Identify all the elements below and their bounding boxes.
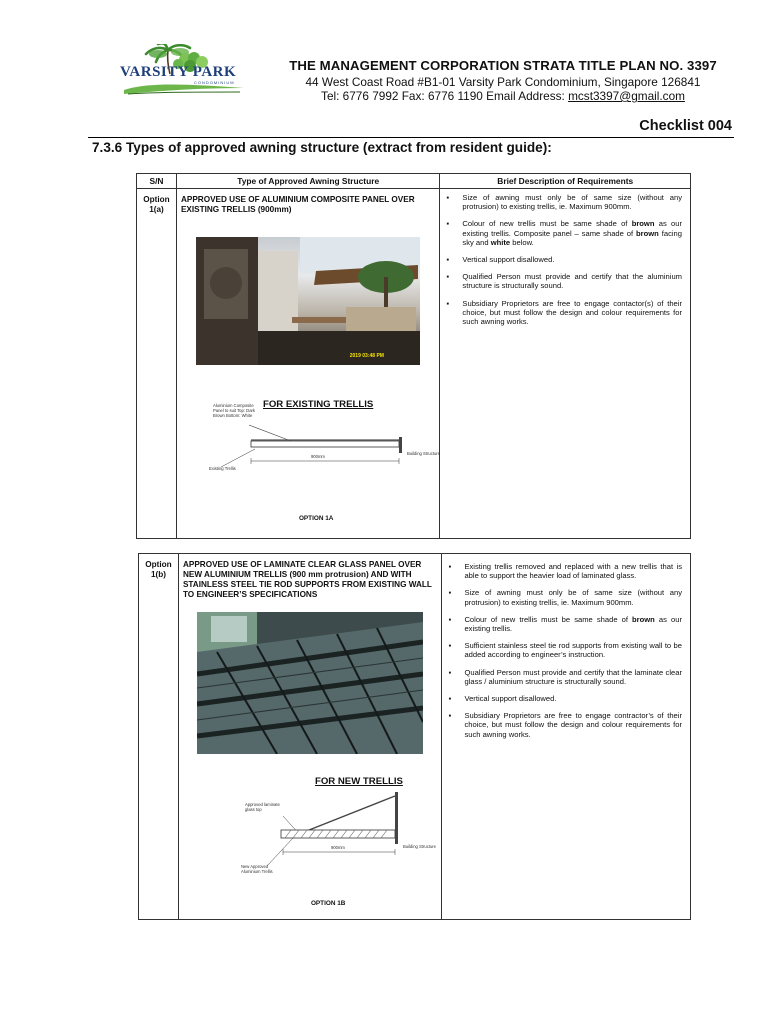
header-divider: [88, 137, 734, 138]
requirement-emphasis: brown: [632, 614, 655, 624]
header-sn: S/N: [137, 174, 177, 189]
requirement-emphasis: brown: [636, 228, 659, 238]
diagram-label-glass: Approved laminate glass top: [244, 802, 280, 812]
trellis-drawing: [195, 391, 435, 501]
option-1a-heading: APPROVED USE OF ALUMINIUM COMPOSITE PANEL OVER EXISTING TRELLIS (900mm): [180, 195, 415, 214]
diagram-label-trellis: Existing Trellis: [208, 466, 236, 471]
requirement-item: [464, 615, 682, 633]
diagram-title: FOR NEW TRELLIS: [314, 776, 403, 787]
diagram-option-label: OPTION 1A: [298, 515, 334, 522]
requirement-item: [462, 299, 682, 327]
requirement-item: [462, 272, 682, 290]
header-desc: Brief Description of Requirements: [440, 174, 691, 189]
option-1b-heading: APPROVED USE OF LAMINATE CLEAR GLASS PANEL OVER NEW ALUMINIUM TRELLIS (900 mm protrusion) AND WITH STAINLESS STEEL TIE ROD SUPPORTS FROM EXISTING WALL TO ENGINEER’S SPECIFICATIONS: [182, 560, 432, 599]
option-1a-type-cell: [176, 189, 439, 539]
glass-canopy-scene: [197, 612, 423, 754]
photo-scene: [196, 237, 420, 365]
requirement-text: facing sky and: [462, 228, 682, 247]
requirement-item: [464, 562, 682, 580]
diagram-title: FOR EXISTING TRELLIS: [262, 399, 374, 410]
photo-timestamp: 2019 03:48 PM: [349, 353, 384, 359]
requirement-text: Qualified Person must provide and certify that the laminate clear glass / aluminium structure is structurally sound.: [464, 667, 682, 686]
email-link[interactable]: mcst3397@gmail.com: [568, 89, 685, 103]
option-1a-label: Option 1(a): [143, 195, 170, 214]
requirement-text: Vertical support disallowed.: [464, 694, 557, 704]
checklist-number: Checklist 004: [639, 118, 732, 134]
requirement-text: Colour of new trellis must be same shade of: [462, 219, 632, 229]
requirement-text: Size of awning must only be of same size (without any protrusion) to existing trellis, ie. Maximum 900mm.: [462, 193, 682, 212]
logo-wordmark: VARSITY PARK: [120, 64, 237, 80]
requirement-item: [464, 588, 682, 606]
option-1b-sn: [139, 554, 179, 920]
diagram-option-label: OPTION 1B: [310, 900, 346, 907]
option-1b-diagram: [197, 772, 437, 912]
requirement-item: [462, 255, 682, 264]
requirement-text: Existing trellis removed and replaced with a new trellis that is able to support the heavier load of laminated glass.: [464, 562, 682, 581]
option-1a-photo: [196, 237, 420, 365]
option-1b-type-cell: [178, 554, 441, 920]
awning-table-option-1b: [138, 553, 691, 920]
option-1a-sn: [137, 189, 177, 539]
org-contact: [260, 89, 746, 103]
requirements-list-1a: [440, 189, 690, 326]
diagram-label-dimension: 900mm: [310, 454, 325, 459]
requirement-item: [462, 219, 682, 247]
option-1a-diagram: [195, 391, 441, 531]
requirement-text: Qualified Person must provide and certify that the aluminium structure is structurally sound.: [462, 272, 682, 291]
diagram-label-trellis: New Approved Aluminium Trellis: [240, 864, 273, 874]
varsity-park-logo: [118, 44, 248, 98]
requirement-text: Vertical support disallowed.: [462, 255, 555, 265]
option-1a-requirements: [440, 189, 691, 539]
requirement-item: [462, 193, 682, 211]
requirement-item: [464, 641, 682, 659]
section-title: 7.3.6 Types of approved awning structure (extract from resident guide):: [92, 140, 552, 155]
awning-table-option-1a: [136, 173, 691, 539]
org-address: 44 West Coast Road #B1-01 Varsity Park Condominium, Singapore 126841: [305, 75, 701, 89]
new-trellis-drawing: [197, 772, 437, 882]
requirement-text: Sufficient stainless steel tie rod supports from existing wall to be added according to engineer’s instruction.: [464, 641, 682, 660]
requirement-item: [464, 711, 682, 739]
requirement-text: as our existing trellis.: [464, 614, 682, 634]
requirement-item: [464, 668, 682, 686]
requirement-text: Size of awning must only be of same size (without any protrusion) to existing trellis, ie. Maximum 900mm.: [464, 588, 682, 607]
requirement-text: Subsidiary Proprietors are free to engage contractor’s of their choice, but must follow the design and colour requirements for such awning works.: [464, 711, 682, 739]
option-1b-photo: [197, 612, 423, 754]
requirements-list-1b: [442, 554, 690, 739]
diagram-label-building: Building Structure: [402, 844, 437, 849]
requirement-text: as our existing trellis. Composite panel – same shade of: [462, 219, 682, 238]
requirement-item: [464, 694, 682, 703]
diagram-label-dimension: 900mm: [330, 845, 345, 850]
diagram-label-building: Building Structure: [406, 451, 441, 456]
requirement-emphasis: brown: [631, 219, 655, 229]
contact-text: Tel: 6776 7992 Fax: 6776 1190 Email Address:: [321, 89, 569, 103]
requirement-text: Subsidiary Proprietors are free to engage contactor(s) of their choice, but must follow the design and colour requirements for such awning works.: [462, 298, 682, 327]
option-1b-label: Option 1(b): [145, 560, 172, 579]
header-type: Type of Approved Awning Structure: [176, 174, 439, 189]
org-title: THE MANAGEMENT CORPORATION STRATA TITLE PLAN NO. 3397: [289, 58, 717, 73]
requirement-text: Colour of new trellis must be same shade of: [464, 614, 633, 624]
requirement-emphasis: white: [490, 237, 511, 247]
diagram-label-panel: Aluminium Composite Panel to suit Top: Dark Brown Bottom: White: [212, 403, 256, 418]
logo-subtext: CONDOMINIUM: [194, 80, 235, 85]
option-1b-requirements: [442, 554, 691, 920]
requirement-text: below.: [510, 237, 534, 247]
